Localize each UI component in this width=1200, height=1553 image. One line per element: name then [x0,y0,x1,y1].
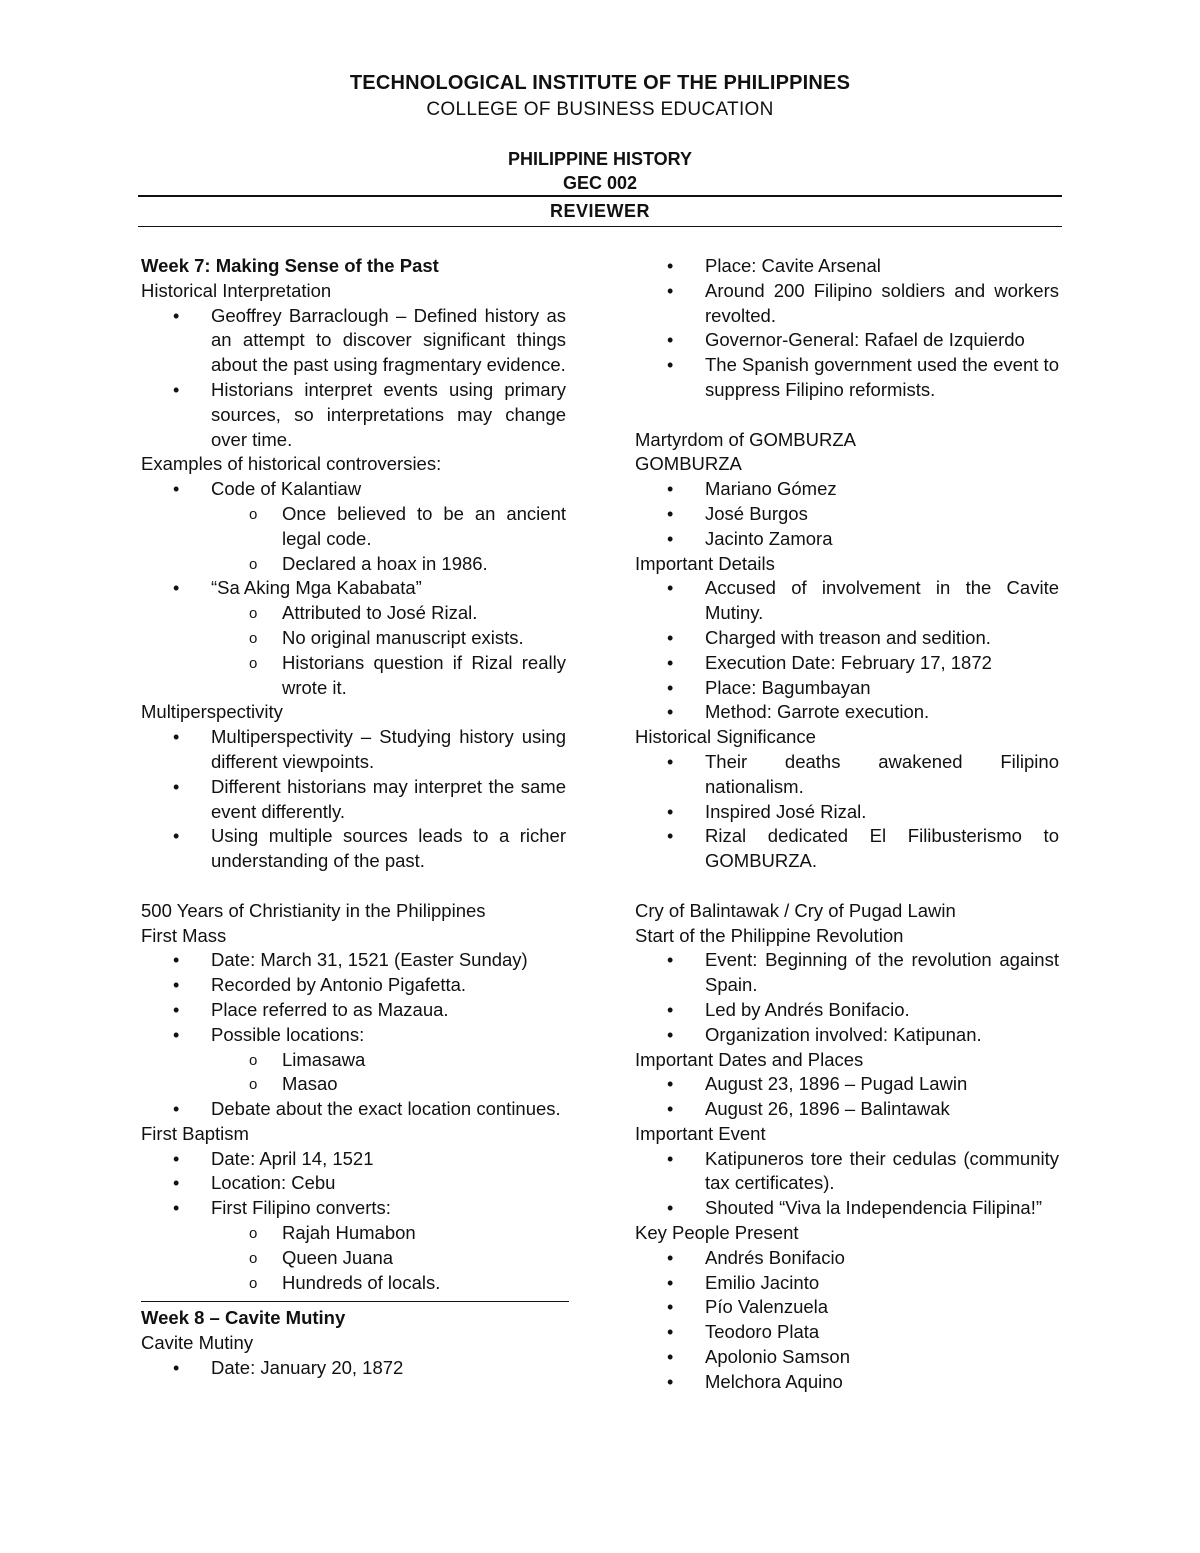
subheading: GOMBURZA [635,453,742,475]
bullet-item: • Possible locations: [141,1023,566,1048]
bullet-item: • Date: January 20, 1872 [141,1356,566,1381]
bullet-item: • Apolonio Samson [635,1345,1059,1370]
institution-title: TECHNOLOGICAL INSTITUTE OF THE PHILIPPINES [349,72,851,94]
subheading: Examples of historical controversies: [141,453,442,475]
subheading: Cry of Balintawak / Cry of Pugad Lawin [635,899,956,921]
sub-bullet-item: o Hundreds of locals. [141,1271,566,1296]
sub-bullet-item: o No original manuscript exists. [141,626,566,651]
sub-bullet-item: o Attributed to José Rizal. [141,601,566,626]
bullet-item: • Method: Garrote execution. [635,700,1059,725]
bullet-item: • Different historians may interpret the same event differently. [141,775,566,825]
bullet-item: • Their deaths awakened Filipino nationalism. [635,750,1059,800]
bullet-item: • Shouted “Viva la Independencia Filipina!” [635,1196,1059,1221]
bullet-item: • Place: Cavite Arsenal [635,254,1059,279]
bullet-item: • Teodoro Plata [635,1320,1059,1345]
bullet-item: • Accused of involvement in the Cavite Mutiny. [635,576,1059,626]
spacer [141,874,566,899]
bullet-item: • Mariano Gómez [635,477,1059,502]
bullet-item: • August 23, 1896 – Pugad Lawin [635,1072,1059,1097]
bullet-item: • Location: Cebu [141,1171,566,1196]
sub-bullet-item: o Queen Juana [141,1246,566,1271]
bullet-item: • Event: Beginning of the revolution against Spain. [635,948,1059,998]
bullet-item: • Geoffrey Barraclough – Defined history as an attempt to discover significant things about the past using fragmentary evidence. [141,304,566,378]
bullet-item: • Date: March 31, 1521 (Easter Sunday) [141,948,566,973]
bullet-item: • Jacinto Zamora [635,527,1059,552]
spacer [635,874,1059,899]
sub-bullet-item: o Once believed to be an ancient legal code. [141,502,566,552]
bullet-item: • Governor-General: Rafael de Izquierdo [635,328,1059,353]
bullet-item: • Katipuneros tore their cedulas (community tax certificates). [635,1147,1059,1197]
bullet-item: • Place: Bagumbayan [635,676,1059,701]
bullet-item: • “Sa Aking Mga Kababata” [141,576,566,601]
right-column [635,254,1059,1395]
subheading: Cavite Mutiny [141,1332,254,1354]
subheading: Historical Interpretation [141,279,332,301]
bullet-item: • Place referred to as Mazaua. [141,998,566,1023]
bullet-item: • Around 200 Filipino soldiers and workers revolted. [635,279,1059,329]
bullet-item: • Melchora Aquino [635,1370,1059,1395]
subheading: Important Event [635,1122,766,1144]
bullet-item: • Charged with treason and sedition. [635,626,1059,651]
bullet-item: • Historians interpret events using primary sources, so interpretations may change over time. [141,378,566,452]
bullet-item: • Using multiple sources leads to a richer understanding of the past. [141,824,566,874]
bullet-item: • First Filipino converts: [141,1196,566,1221]
section-heading: Week 8 – Cavite Mutiny [141,1307,346,1329]
bullet-item: • Inspired José Rizal. [635,800,1059,825]
course-code: GEC 002 [562,173,638,193]
left-column [141,254,566,1381]
bullet-item: • Led by Andrés Bonifacio. [635,998,1059,1023]
subheading: Historical Significance [635,726,816,748]
sub-bullet-item: o Declared a hoax in 1986. [141,552,566,577]
bullet-item: • Code of Kalantiaw [141,477,566,502]
bullet-item: • Multiperspectivity – Studying history using different viewpoints. [141,725,566,775]
bullet-item: • Emilio Jacinto [635,1271,1059,1296]
section-divider [141,1301,569,1302]
subheading: 500 Years of Christianity in the Philippines [141,899,486,921]
spacer [635,403,1059,428]
doc-type-label: REVIEWER [549,201,650,221]
bullet-item: • Rizal dedicated El Filibusterismo to GOMBURZA. [635,824,1059,874]
college-name: COLLEGE OF BUSINESS EDUCATION [426,99,774,120]
bullet-item: • José Burgos [635,502,1059,527]
bullet-item: • Debate about the exact location continues. [141,1097,566,1122]
header-rule-bottom [138,226,1062,227]
bullet-item: • Andrés Bonifacio [635,1246,1059,1271]
section-heading: Week 7: Making Sense of the Past [141,255,439,276]
bullet-item: • Organization involved: Katipunan. [635,1023,1059,1048]
subject-title: PHILIPPINE HISTORY [507,149,693,169]
subheading: Important Details [635,552,775,574]
sub-bullet-item: o Historians question if Rizal really wrote it. [141,651,566,701]
subheading: Start of the Philippine Revolution [635,924,904,946]
sub-bullet-item: o Rajah Humabon [141,1221,566,1246]
subheading: Key People Present [635,1222,799,1244]
sub-bullet-item: o Masao [141,1072,566,1097]
header-rule-top [138,195,1062,197]
bullet-item: • The Spanish government used the event to suppress Filipino reformists. [635,353,1059,403]
subheading: First Mass [141,924,227,946]
subheading: First Baptism [141,1122,249,1144]
bullet-item: • Date: April 14, 1521 [141,1147,566,1172]
subheading: Multiperspectivity [141,701,283,723]
bullet-item: • August 26, 1896 – Balintawak [635,1097,1059,1122]
bullet-item: • Pío Valenzuela [635,1295,1059,1320]
subheading: Important Dates and Places [635,1048,864,1070]
sub-bullet-item: o Limasawa [141,1048,566,1073]
bullet-item: • Recorded by Antonio Pigafetta. [141,973,566,998]
subheading: Martyrdom of GOMBURZA [635,428,856,450]
bullet-item: • Execution Date: February 17, 1872 [635,651,1059,676]
